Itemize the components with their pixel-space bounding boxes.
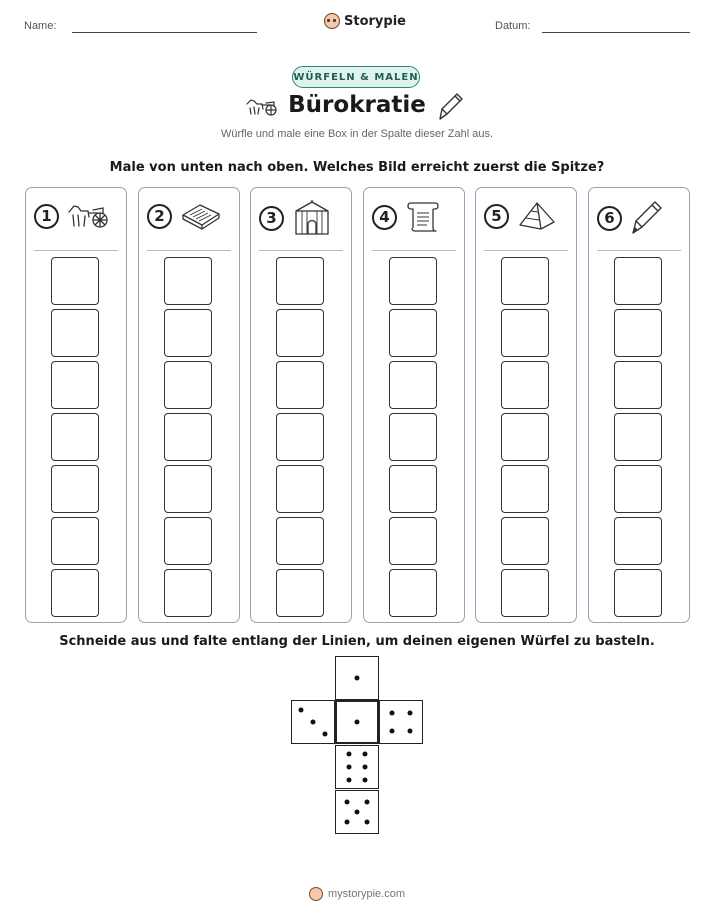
column-number: 6: [597, 206, 622, 231]
color-box[interactable]: [276, 465, 324, 513]
color-box[interactable]: [614, 413, 662, 461]
column-number: 2: [147, 204, 172, 229]
color-box[interactable]: [164, 309, 212, 357]
color-box[interactable]: [51, 465, 99, 513]
die-face-top: [335, 656, 379, 700]
color-box[interactable]: [389, 257, 437, 305]
color-box[interactable]: [501, 309, 549, 357]
footer: [0, 887, 714, 901]
die-face-right: [379, 700, 423, 744]
tent-icon: [292, 200, 332, 236]
die-pip: [355, 810, 360, 815]
color-box[interactable]: [389, 413, 437, 461]
color-box[interactable]: [614, 257, 662, 305]
column-6: [588, 187, 690, 623]
column-number: 3: [259, 206, 284, 231]
color-box[interactable]: [614, 361, 662, 409]
brand-name: Storypie: [344, 13, 406, 29]
color-box[interactable]: [501, 413, 549, 461]
column-number: 1: [34, 204, 59, 229]
die-pip: [344, 799, 349, 804]
die-face-center: [335, 700, 379, 744]
footer-url: mystorypie.com: [327, 888, 406, 900]
storypie-logo-icon: [324, 13, 340, 29]
scroll-icon: [405, 200, 441, 234]
name-label: Name:: [24, 20, 57, 32]
color-box[interactable]: [501, 361, 549, 409]
color-box[interactable]: [276, 309, 324, 357]
color-box[interactable]: [501, 465, 549, 513]
die-pip: [322, 731, 327, 736]
category-badge: WÜRFELN & MALEN: [292, 66, 420, 88]
color-box[interactable]: [501, 257, 549, 305]
color-box[interactable]: [614, 465, 662, 513]
storypie-logo-icon: [309, 887, 323, 901]
color-box[interactable]: [614, 569, 662, 617]
die-pip: [344, 820, 349, 825]
die-pip: [408, 729, 413, 734]
column-number: 5: [484, 204, 509, 229]
column-4: [363, 187, 465, 623]
die-pip: [346, 752, 351, 757]
die-pip: [365, 820, 370, 825]
name-line: [72, 32, 257, 33]
column-1: [25, 187, 127, 623]
instruction-top: Male von unten nach oben. Welches Bild erreicht zuerst die Spitze?: [109, 160, 605, 175]
color-box[interactable]: [51, 413, 99, 461]
column-2: [138, 187, 240, 623]
die-pip: [363, 752, 368, 757]
color-box[interactable]: [276, 569, 324, 617]
date-label: Datum:: [495, 20, 531, 32]
die-pip: [346, 765, 351, 770]
die-pip: [389, 710, 394, 715]
instruction-bottom: Schneide aus und falte entlang der Linien, um deinen eigenen Würfel zu basteln.: [59, 634, 655, 649]
color-box[interactable]: [501, 517, 549, 565]
die-pip: [355, 676, 360, 681]
color-box[interactable]: [51, 309, 99, 357]
subtitle: Würfle und male eine Box in der Spalte dieser Zahl aus.: [220, 128, 494, 140]
clay-tablet-icon: [180, 200, 222, 232]
die-pip: [365, 799, 370, 804]
die-pip: [363, 777, 368, 782]
die-pip: [408, 710, 413, 715]
color-box[interactable]: [51, 517, 99, 565]
date-line: [542, 32, 690, 33]
column-number: 4: [372, 205, 397, 230]
color-box[interactable]: [389, 517, 437, 565]
die-pip: [363, 765, 368, 770]
color-box[interactable]: [276, 257, 324, 305]
color-box[interactable]: [164, 465, 212, 513]
color-box[interactable]: [501, 569, 549, 617]
color-box[interactable]: [276, 517, 324, 565]
color-box[interactable]: [389, 309, 437, 357]
color-box[interactable]: [614, 517, 662, 565]
color-box[interactable]: [276, 361, 324, 409]
die-pip: [355, 720, 360, 725]
die-pip: [299, 708, 304, 713]
column-5: [475, 187, 577, 623]
color-box[interactable]: [51, 569, 99, 617]
die-pip: [389, 729, 394, 734]
page-title: Bürokratie: [288, 92, 426, 118]
color-box[interactable]: [164, 413, 212, 461]
pencil-icon: [630, 200, 664, 236]
die-face-lower: [335, 745, 379, 789]
color-box[interactable]: [389, 569, 437, 617]
pyramid-icon: [517, 200, 557, 232]
brand: [324, 13, 406, 29]
die-pip: [346, 777, 351, 782]
color-box[interactable]: [164, 517, 212, 565]
color-box[interactable]: [614, 309, 662, 357]
color-box[interactable]: [164, 361, 212, 409]
color-box[interactable]: [51, 257, 99, 305]
color-box[interactable]: [164, 569, 212, 617]
color-box[interactable]: [164, 257, 212, 305]
pencil-icon: [438, 92, 464, 122]
color-box[interactable]: [389, 465, 437, 513]
color-box[interactable]: [276, 413, 324, 461]
horse-chariot-icon: [67, 200, 109, 232]
die-face-bottom: [335, 790, 379, 834]
color-box[interactable]: [389, 361, 437, 409]
die-face-left: [291, 700, 335, 744]
color-box[interactable]: [51, 361, 99, 409]
die-pip: [311, 720, 316, 725]
column-3: [250, 187, 352, 623]
